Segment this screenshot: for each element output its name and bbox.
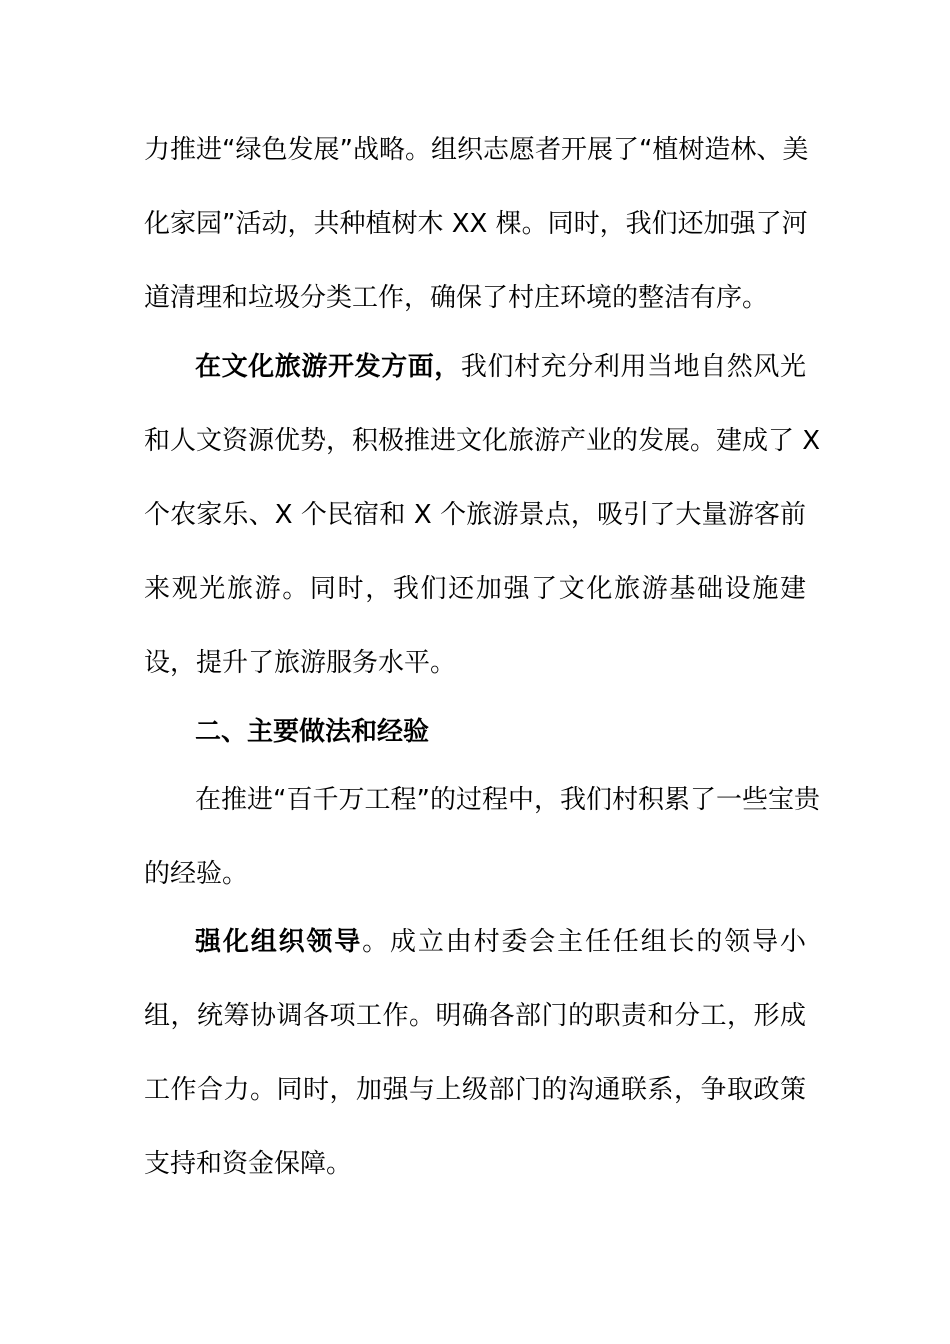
paragraph-line: 个农家乐、X 个民宿和 X 个旅游景点，吸引了大量游客前 xyxy=(144,500,806,530)
paragraph-line xyxy=(195,924,806,960)
paragraph-line: 工作合力。同时，加强与上级部门的沟通联系，争取政策 xyxy=(144,1075,806,1105)
paragraph-line: 和人文资源优势，积极推进文化旅游产业的发展。建成了 X xyxy=(144,426,821,456)
paragraph-line: 化家园”活动，共种植树木 XX 棵。同时，我们还加强了河 xyxy=(144,209,808,239)
paragraph-text: 。成立由村委会主任任组长的领导小 xyxy=(362,927,806,957)
paragraph-line: 组，统筹协调各项工作。明确各部门的职责和分工，形成 xyxy=(144,1001,806,1031)
paragraph-line: 力推进“绿色发展”战略。组织志愿者开展了“植树造林、美 xyxy=(144,135,809,165)
section-heading: 二、主要做法和经验 xyxy=(195,717,430,747)
paragraph-line: 在推进“百千万工程”的过程中，我们村积累了一些宝贵 xyxy=(195,785,820,815)
paragraph-line: 道清理和垃圾分类工作，确保了村庄环境的整洁有序。 xyxy=(144,283,769,313)
paragraph-line: 设，提升了旅游服务水平。 xyxy=(144,648,457,678)
paragraph-line: 支持和资金保障。 xyxy=(144,1149,353,1179)
paragraph-line: 来观光旅游。同时，我们还加强了文化旅游基础设施建 xyxy=(144,574,806,604)
paragraph-line xyxy=(195,349,806,385)
paragraph-line: 的经验。 xyxy=(144,859,249,889)
paragraph-text: 我们村充分利用当地自然风光 xyxy=(460,352,806,382)
bold-lead-text: 在文化旅游开发方面， xyxy=(195,352,461,382)
bold-lead-text: 强化组织领导 xyxy=(195,927,363,957)
